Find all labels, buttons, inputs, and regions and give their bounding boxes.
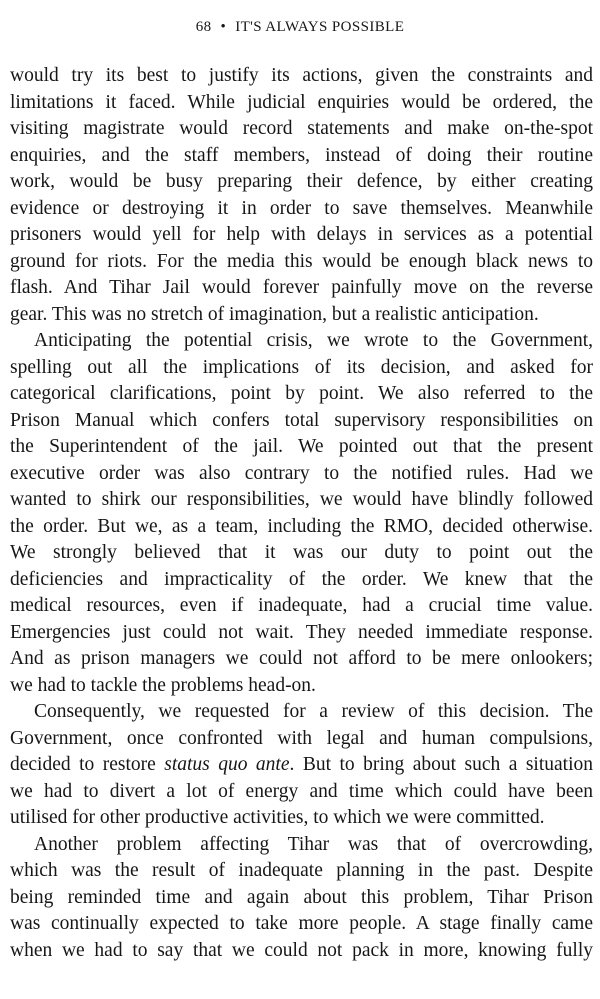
text-line: enquiries, and the staff members, instead of doing their routine [10,144,593,166]
text-line: limitations it faced. While judicial enquiries would be ordered, the [10,91,593,113]
text-line: spelling out all the implications of its decision, and asked for [10,356,593,378]
text-line: medical resources, even if inadequate, had a crucial time value. [10,595,593,616]
text-line: Government, once confronted with legal and human compulsions, [10,727,593,749]
body-text [10,63,593,964]
text-line: prisoners would yell for help with delays in services as a potential [10,224,593,245]
text-line: the Superintendent of the jail. We pointed out that the present [10,436,593,457]
text-line: categorical clarifications, point by point. We also referred to the [10,383,593,404]
text-line: work, would be busy preparing their defence, by either creating [10,171,593,192]
text-line: visiting magistrate would record statements and make on-the-spot [10,118,593,139]
text-line: when we had to say that we could not pack in more, knowing fully [10,939,593,961]
text-line: executive order was also contrary to the notified rules. Had we [10,462,593,484]
text-line: decided to restore status quo ante. But to bring about such a situation [10,754,594,775]
text-line: Anticipating the potential crisis, we wrote to the Government, [34,330,593,351]
text-line: utilised for other productive activities, to which we were committed. [10,807,545,828]
text-line: flash. And Tihar Jail would forever painfully move on the reverse [10,277,593,298]
text-line: which was the result of inadequate planning in the past. Despite [10,860,593,881]
text-line: And as prison managers we could not afford to be mere onlookers; [10,648,593,669]
text-line: was continually expected to take more people. A stage finally came [10,913,593,934]
text-line: Consequently, we requested for a review of this decision. The [34,701,593,722]
text-line: the order. But we, as a team, including the RMO, decided otherwise. [10,515,593,537]
text-line: deficiencies and impracticality of the order. We knew that the [10,568,593,590]
text-line: ground for riots. For the media this would be enough black news to [10,250,593,272]
text-line: Another problem affecting Tihar was that of overcrowding, [34,833,593,855]
book-title: IT'S ALWAYS POSSIBLE [235,19,405,35]
text-line: wanted to shirk our responsibilities, we would have blindly followed [10,489,593,510]
text-line: Emergencies just could not wait. They needed immediate response. [10,621,593,643]
header-separator: • [220,19,227,35]
running-header [0,19,600,36]
text-line: evidence or destroying it in order to save themselves. Meanwhile [10,197,593,219]
text-line: we had to divert a lot of energy and time which could have been [10,780,593,802]
text-line: we had to tackle the problems head-on. [10,674,316,696]
italic-phrase: status quo ante [164,754,290,775]
text-line: would try its best to justify its actions, given the constraints and [10,65,593,86]
text-line: being reminded time and again about this problem, Tihar Prison [10,886,593,908]
text-line: We strongly believed that it was our duty to point out the [10,542,593,563]
page-number: 68 [195,19,212,35]
text-line: gear. This was no stretch of imagination, but a realistic anticipation. [10,303,539,325]
text-line: Prison Manual which confers total supervisory responsibilities on [10,409,593,431]
